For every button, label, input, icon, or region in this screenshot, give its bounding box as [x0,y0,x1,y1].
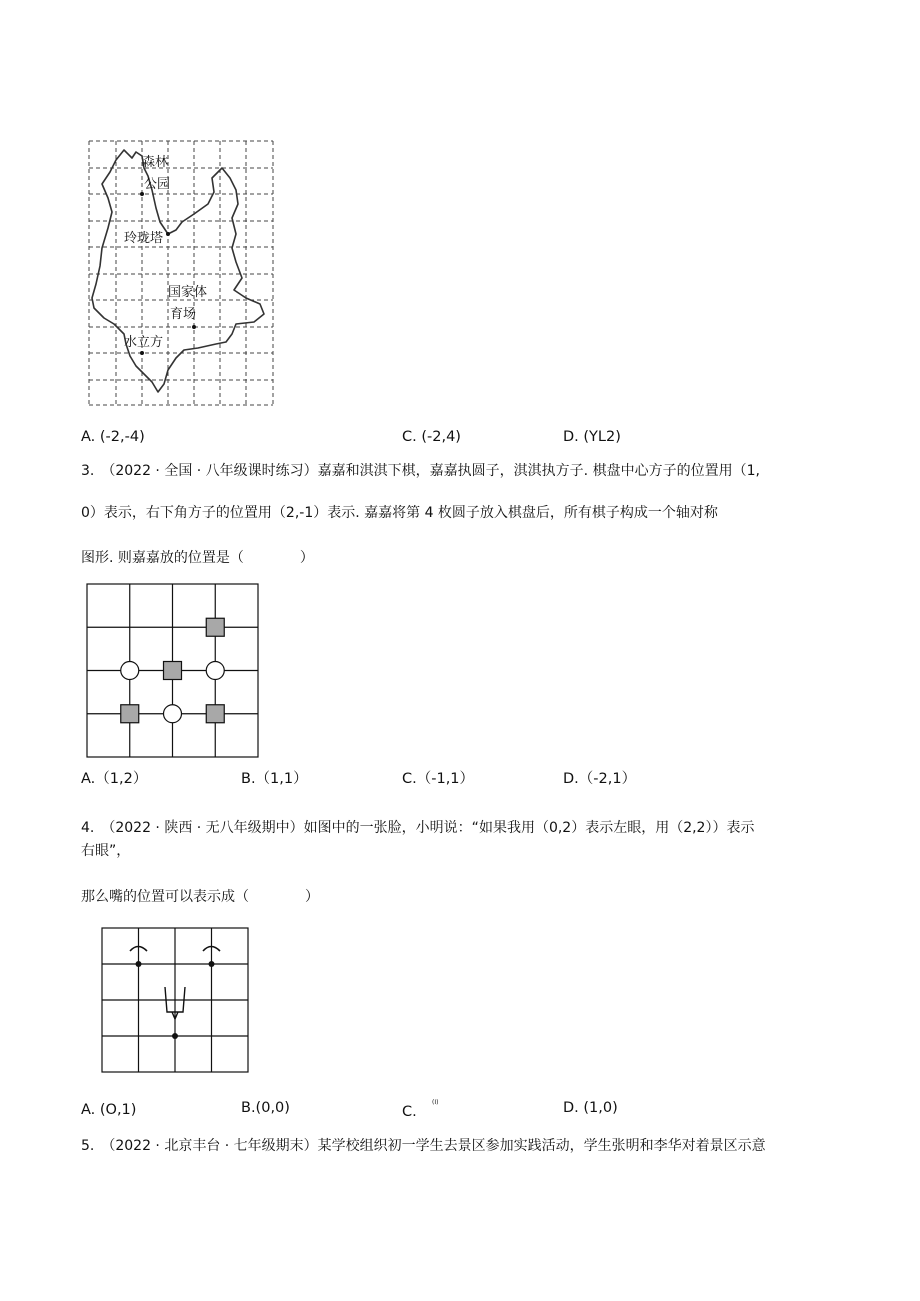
q2-option-c[interactable]: C. (-2,4) [402,429,461,445]
q4-option-c-mark: (I) [432,1099,439,1106]
mouth [172,1033,178,1039]
forest-park-point [140,192,144,196]
stadium-point [192,325,196,329]
q4-stem-line3: 那么嘴的位置可以表示成（ ） [81,889,319,905]
round-piece [164,705,182,723]
q3-chessboard-figure [86,583,260,759]
q3-option-c[interactable]: C.（-1,1） [402,771,475,787]
q4-face-figure [101,927,251,1075]
q3-option-a[interactable]: A.（1,2） [81,771,148,787]
map-grid [89,141,273,405]
q4-option-a[interactable]: A. (O,1) [81,1102,137,1118]
q4-option-b[interactable]: B.(0,0) [241,1100,290,1116]
square-piece [206,705,224,723]
round-piece [206,662,224,680]
linglong-tower-point [166,232,170,236]
map-label-forest-2: 公园 [144,177,171,192]
q3-option-d[interactable]: D.（-2,1） [563,771,637,787]
q4-stem-line1: 4. （2022 · 陕西 · 无八年级期中）如图中的一张脸，小明说：“如果我用（0,2）表示左眼，用（2,2））表示 [81,820,755,836]
q3-stem-line3: 图形. 则嘉嘉放的位置是（ ） [81,550,314,566]
q3-option-b[interactable]: B.（1,1） [241,771,308,787]
square-piece [121,705,139,723]
q2-option-a[interactable]: A. (-2,-4) [81,429,145,445]
q4-option-c[interactable]: C. [402,1104,417,1120]
left-eye [136,961,142,967]
map-outline [92,150,264,392]
q4-option-d[interactable]: D. (1,0) [563,1100,618,1116]
map-label-tower: 玲珑塔 [124,231,164,246]
map-label-forest-1: 森林 [142,155,169,170]
q3-stem-line1: 3. （2022 · 全国 · 八年级课时练习）嘉嘉和淇淇下棋，嘉嘉执圆子，淇淇执方子. 棋盘中心方子的位置用（1, [81,463,760,479]
right-eye [209,961,215,967]
q2-map-figure [86,138,276,408]
q2-option-d[interactable]: D. (YL2) [563,429,621,445]
square-piece [206,618,224,636]
map-label-stadium-1: 国家体 [168,285,208,300]
map-label-stadium-2: 育场 [170,307,197,322]
q3-stem-line2: 0）表示，右下角方子的位置用（2,-1）表示. 嘉嘉将第 4 枚圆子放入棋盘后，所有棋子构成一个轴对称 [81,505,718,521]
map-label-water-cube: 水立方 [124,335,164,350]
water-cube-point [140,351,144,355]
q4-stem-line2: 右眼”， [81,843,131,859]
round-piece [121,662,139,680]
face-grid [102,928,248,1072]
square-piece [164,662,182,680]
q5-stem-line1: 5. （2022 · 北京丰台 · 七年级期末）某学校组织初一学生去景区参加实践活动，学生张明和李华对着景区示意 [81,1138,766,1154]
